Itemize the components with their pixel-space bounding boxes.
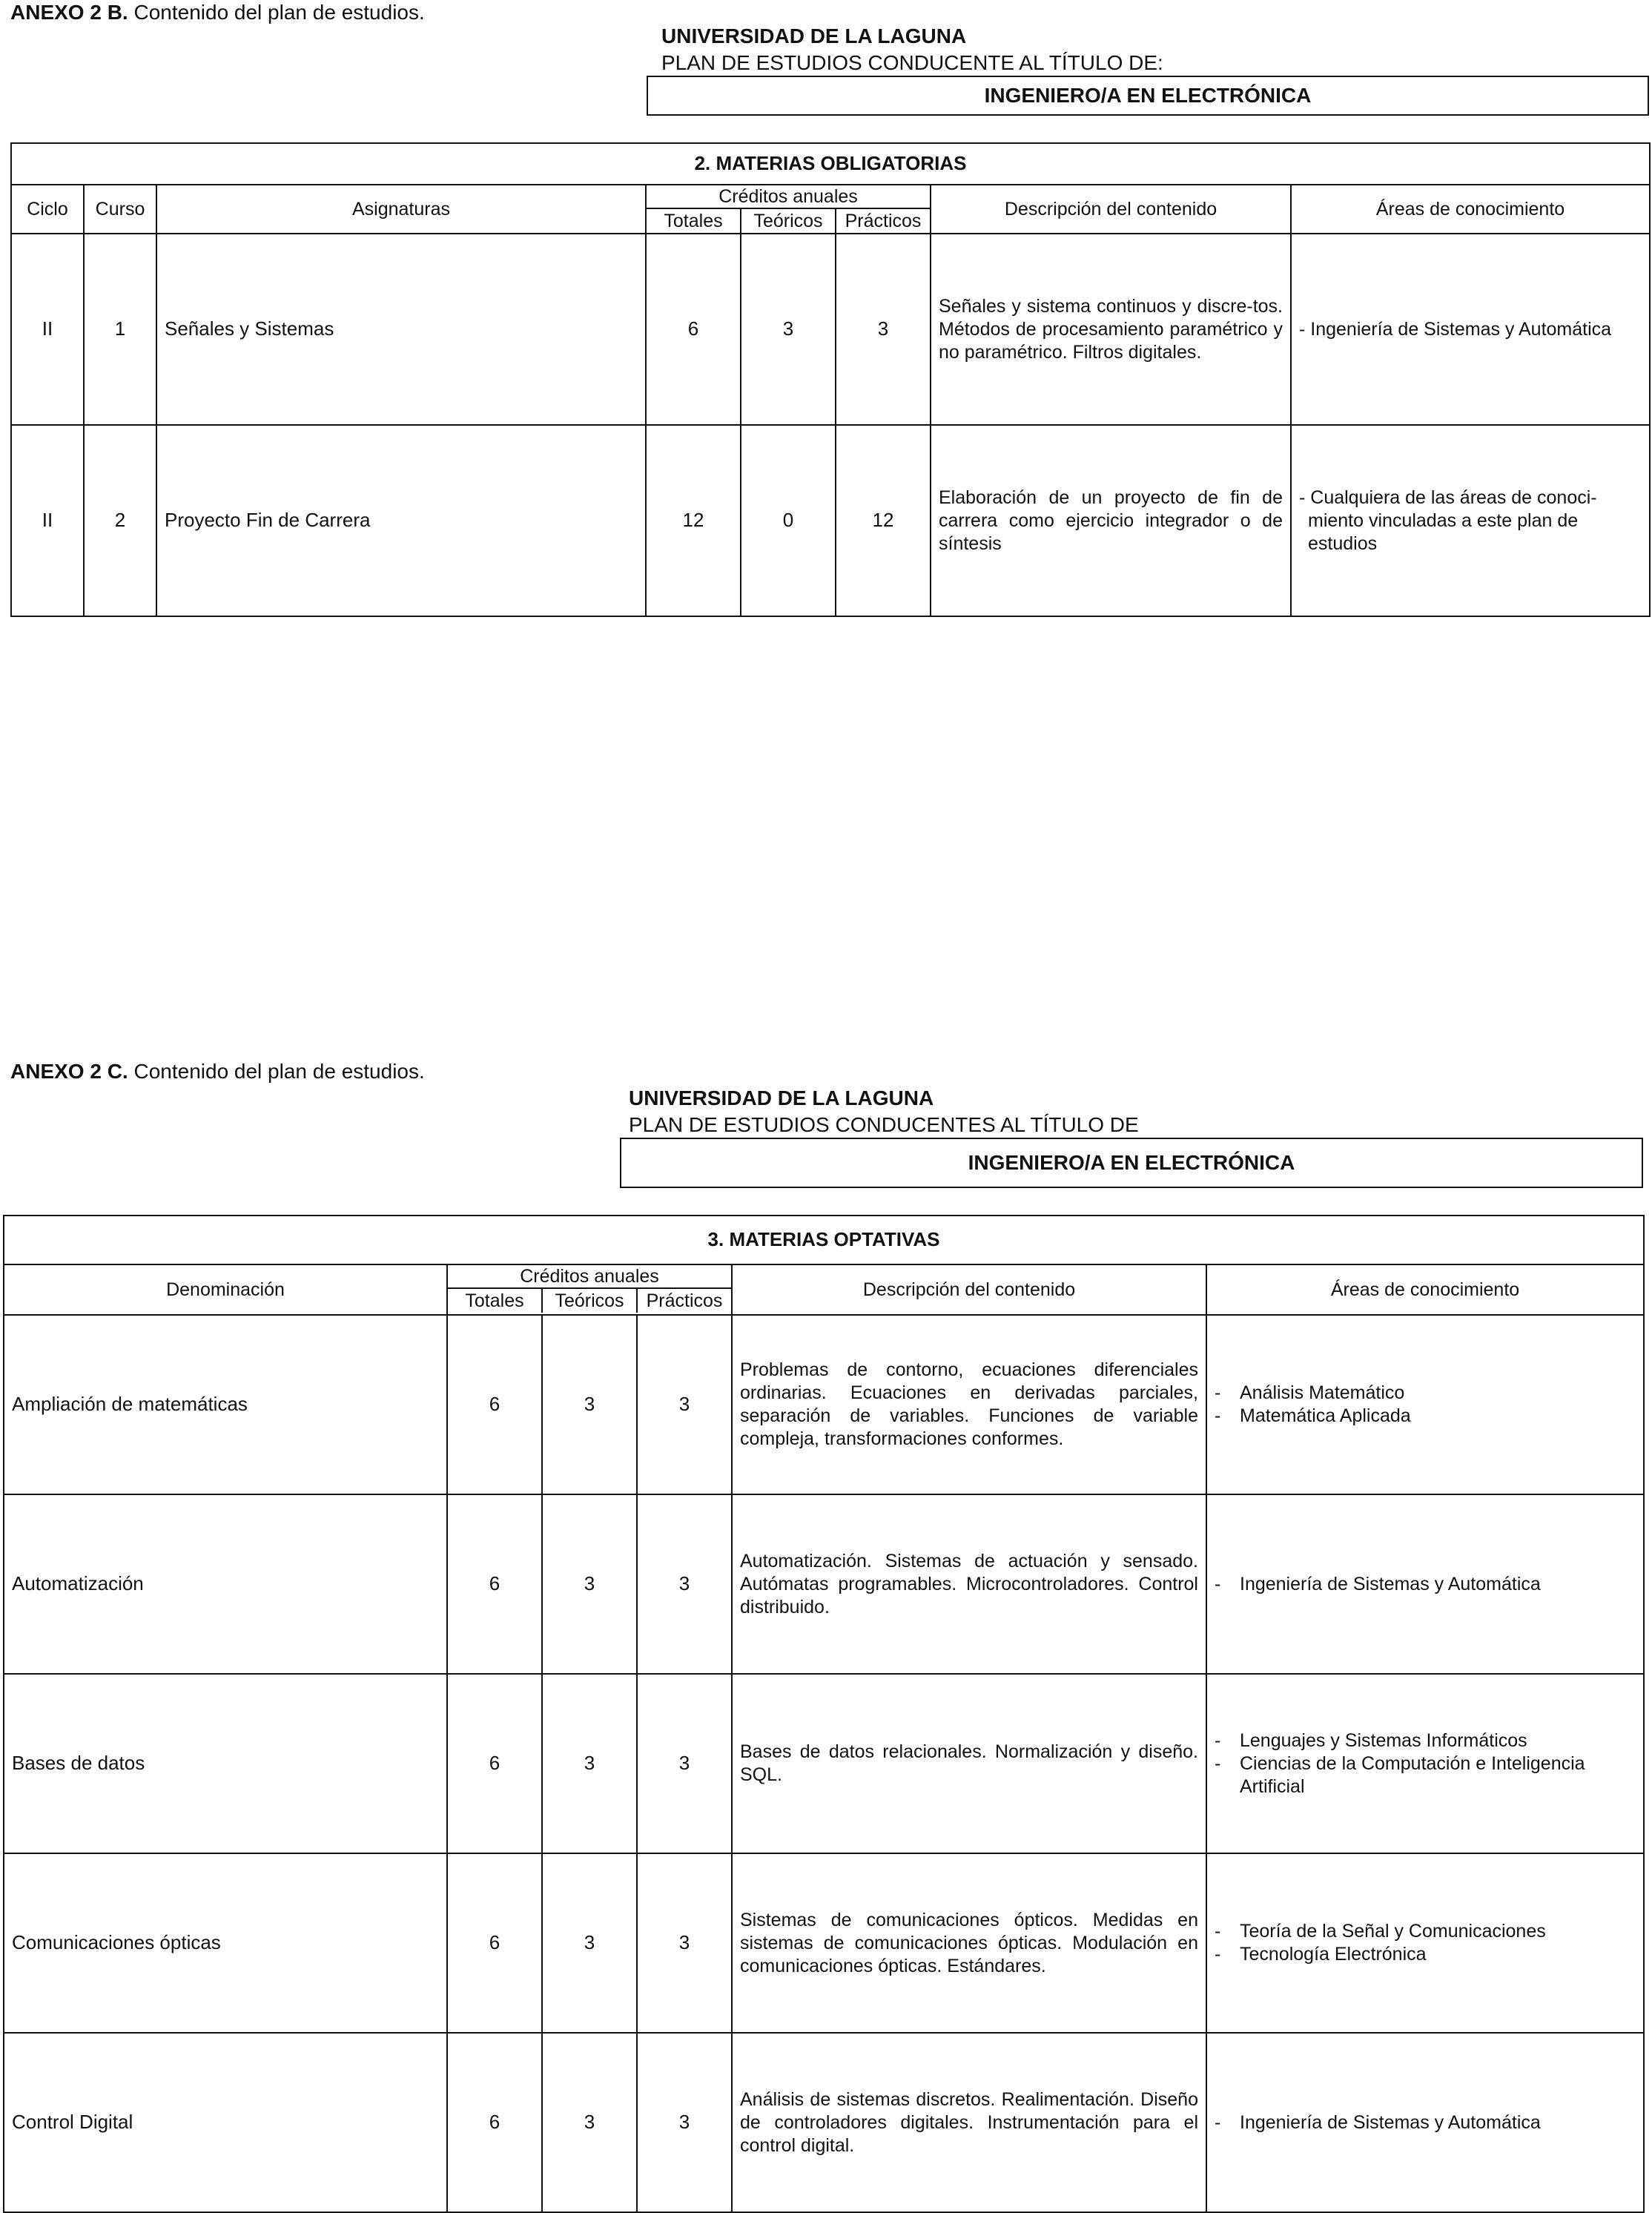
cell-areas xyxy=(1206,1494,1644,1674)
annex-b-section-title: 2. MATERIAS OBLIGATORIAS xyxy=(11,143,1650,185)
header-creditos-group xyxy=(447,1264,732,1315)
cell-teoricos: 3 xyxy=(542,2033,637,2212)
cell-curso: 2 xyxy=(84,425,156,616)
annex-c-table xyxy=(3,1215,1645,2213)
area-item: - Matemática Aplicada xyxy=(1215,1405,1411,1426)
annex-c-degree: INGENIERO/A EN ELECTRÓNICA xyxy=(968,1151,1295,1174)
cell-practicos: 12 xyxy=(836,425,931,616)
cell-totales: 6 xyxy=(447,2033,542,2212)
area-item: - Ciencias de la Computación e Inteligencia Artificial xyxy=(1215,1752,1585,1797)
header-descripcion: Descripción del contenido xyxy=(931,185,1291,234)
cell-areas xyxy=(1206,1674,1644,1853)
annex-c-plan: PLAN DE ESTUDIOS CONDUCENTES AL TÍTULO DE xyxy=(629,1113,1139,1136)
cell-descripcion: Problemas de contorno, ecuaciones diferenciales ordinarias. Ecuaciones en derivadas parciales, separación de variables. Funciones de variable compleja, transformaciones conformes. xyxy=(732,1315,1206,1494)
table-row xyxy=(4,1494,1644,1674)
annex-b-degree-box xyxy=(647,76,1649,116)
annex-c-label xyxy=(10,1059,425,1084)
cell-denominacion: Comunicaciones ópticas xyxy=(4,1853,447,2033)
cell-descripcion: Automatización. Sistemas de actuación y sensado. Autómatas programables. Microcontroladores. Control distribuido. xyxy=(732,1494,1206,1674)
cell-areas xyxy=(1291,425,1650,616)
header-descripcion: Descripción del contenido xyxy=(732,1264,1206,1315)
cell-practicos: 3 xyxy=(637,1494,732,1674)
cell-denominacion: Control Digital xyxy=(4,2033,447,2212)
cell-teoricos: 3 xyxy=(542,1315,637,1494)
header-practicos: Prácticos xyxy=(835,209,930,233)
area-item: - Cualquiera de las áreas de conoci-miento vinculadas a este plan de estudios xyxy=(1299,487,1597,554)
area-item: - Ingeniería de Sistemas y Automática xyxy=(1215,1573,1541,1594)
cell-totales: 6 xyxy=(646,234,741,425)
cell-asignatura: Proyecto Fin de Carrera xyxy=(156,425,646,616)
header-teoricos: Teóricos xyxy=(541,1289,636,1313)
cell-denominacion: Bases de datos xyxy=(4,1674,447,1853)
cell-totales: 6 xyxy=(447,1315,542,1494)
table-row xyxy=(11,425,1650,616)
cell-asignatura: Señales y Sistemas xyxy=(156,234,646,425)
header-teoricos: Teóricos xyxy=(740,209,835,233)
area-item: - Tecnología Electrónica xyxy=(1215,1944,1427,1965)
header-denominacion: Denominación xyxy=(4,1264,447,1315)
annex-c-university: UNIVERSIDAD DE LA LAGUNA xyxy=(629,1086,934,1109)
area-item: - Ingeniería de Sistemas y Automática xyxy=(1215,2111,1541,2133)
area-item: - Ingeniería de Sistemas y Automática xyxy=(1299,318,1612,340)
cell-practicos: 3 xyxy=(637,1315,732,1494)
cell-descripcion: Sistemas de comunicaciones ópticos. Medidas en sistemas de comunicaciones ópticas. Modulación en comunicaciones ópticas. Estándares. xyxy=(732,1853,1206,2033)
annex-c-degree-box xyxy=(620,1138,1643,1188)
table-row xyxy=(4,1853,1644,2033)
cell-areas xyxy=(1206,2033,1644,2212)
table-row xyxy=(11,234,1650,425)
table-row xyxy=(4,1315,1644,1494)
annex-b-university: UNIVERSIDAD DE LA LAGUNA xyxy=(661,24,967,47)
cell-descripcion: Señales y sistema continuos y discre-tos. Métodos de procesamiento paramétrico y no paramétrico. Filtros digitales. xyxy=(931,234,1291,425)
annex-b-label-bold: ANEXO 2 B. xyxy=(10,1,128,24)
cell-practicos: 3 xyxy=(836,234,931,425)
cell-areas xyxy=(1206,1315,1644,1494)
annex-c-label-bold: ANEXO 2 C. xyxy=(10,1060,128,1083)
header-areas: Áreas de conocimiento xyxy=(1291,185,1650,234)
header-totales: Totales xyxy=(465,1290,524,1311)
annex-b-table xyxy=(10,142,1651,617)
header-totales: Totales xyxy=(664,211,723,231)
header-ciclo: Ciclo xyxy=(11,185,84,234)
cell-totales: 6 xyxy=(447,1494,542,1674)
cell-practicos: 3 xyxy=(637,1674,732,1853)
annex-b-label-text: Contenido del plan de estudios. xyxy=(128,1,425,24)
cell-practicos: 3 xyxy=(637,1853,732,2033)
cell-teoricos: 3 xyxy=(542,1853,637,2033)
annex-c-section-title: 3. MATERIAS OPTATIVAS xyxy=(4,1216,1644,1264)
cell-teoricos: 3 xyxy=(542,1674,637,1853)
cell-practicos: 3 xyxy=(637,2033,732,2212)
cell-ciclo: II xyxy=(11,425,84,616)
cell-totales: 6 xyxy=(447,1674,542,1853)
cell-teoricos: 3 xyxy=(741,234,836,425)
cell-teoricos: 3 xyxy=(542,1494,637,1674)
area-item: - Análisis Matemático xyxy=(1215,1382,1405,1403)
header-creditos-group xyxy=(646,185,931,234)
annex-b-plan: PLAN DE ESTUDIOS CONDUCENTE AL TÍTULO DE: xyxy=(661,51,1163,74)
annex-c-label-text: Contenido del plan de estudios. xyxy=(128,1060,425,1083)
cell-ciclo: II xyxy=(11,234,84,425)
cell-descripcion: Elaboración de un proyecto de fin de carrera como ejercicio integrador o de síntesis xyxy=(931,425,1291,616)
header-creditos: Créditos anuales xyxy=(448,1265,731,1289)
cell-curso: 1 xyxy=(84,234,156,425)
cell-denominacion: Automatización xyxy=(4,1494,447,1674)
header-curso: Curso xyxy=(84,185,156,234)
annex-b-degree: INGENIERO/A EN ELECTRÓNICA xyxy=(984,84,1312,107)
header-practicos: Prácticos xyxy=(636,1289,731,1313)
cell-descripcion: Análisis de sistemas discretos. Realimentación. Diseño de controladores digitales. Instrumentación para el control digital. xyxy=(732,2033,1206,2212)
area-item: - Lenguajes y Sistemas Informáticos xyxy=(1215,1729,1527,1751)
table-row xyxy=(4,1674,1644,1853)
table-row xyxy=(4,2033,1644,2212)
area-item: - Teoría de la Señal y Comunicaciones xyxy=(1215,1921,1546,1942)
cell-denominacion: Ampliación de matemáticas xyxy=(4,1315,447,1494)
cell-areas xyxy=(1291,234,1650,425)
header-areas: Áreas de conocimiento xyxy=(1206,1264,1644,1315)
header-asignaturas: Asignaturas xyxy=(156,185,646,234)
cell-totales: 6 xyxy=(447,1853,542,2033)
cell-descripcion: Bases de datos relacionales. Normalización y diseño. SQL. xyxy=(732,1674,1206,1853)
annex-b-label xyxy=(10,0,425,25)
cell-areas xyxy=(1206,1853,1644,2033)
cell-totales: 12 xyxy=(646,425,741,616)
header-creditos: Créditos anuales xyxy=(647,185,930,209)
cell-teoricos: 0 xyxy=(741,425,836,616)
